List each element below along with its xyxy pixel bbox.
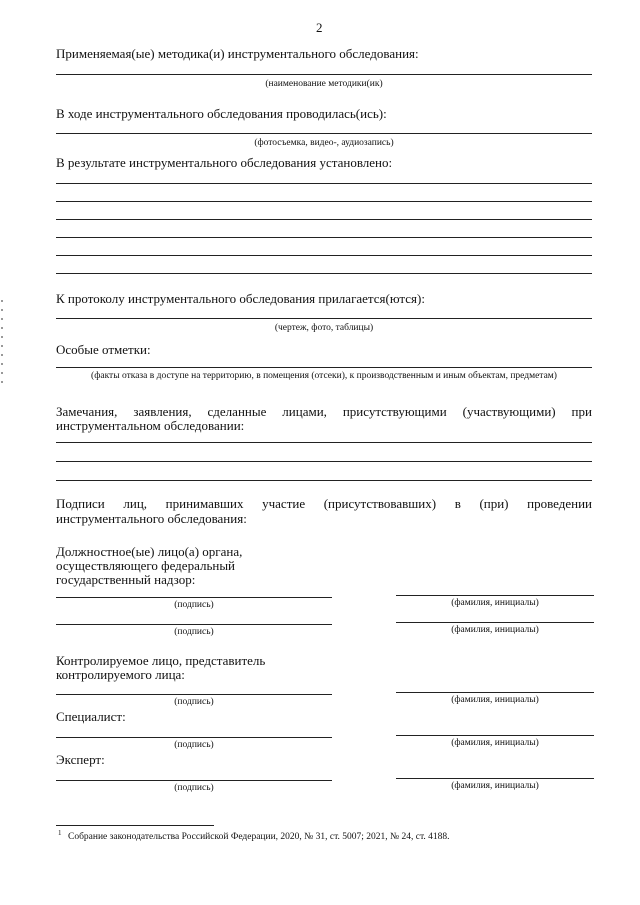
signatures-line-1	[56, 496, 592, 511]
footnote-text: Собрание законодательства Российской Федерации, 2020, № 31, ст. 5007; 2021, № 24, ст. 4188.	[68, 832, 450, 842]
expert-signature-line	[56, 780, 332, 781]
specialist-signature-caption: (подпись)	[174, 740, 214, 750]
result-line-4	[56, 237, 592, 238]
attachments-fill-line	[56, 318, 592, 319]
footnote-mark: 1	[58, 829, 62, 837]
signatures-word: участие	[262, 496, 306, 511]
official-line-3: государственный надзор:	[56, 572, 196, 587]
methods-label: Применяемая(ые) методика(и) инструментального обследования:	[56, 46, 419, 61]
remarks-word: заявления,	[133, 404, 192, 419]
remarks-fill-line-3	[56, 480, 592, 481]
result-line-5	[56, 255, 592, 256]
specialist-name-caption: (фамилия, инициалы)	[451, 738, 539, 748]
result-line-1	[56, 183, 592, 184]
special-fill-line	[56, 367, 592, 368]
controlled-line-1: Контролируемое лицо, представитель	[56, 653, 266, 668]
controlled-name-caption: (фамилия, инициалы)	[451, 695, 539, 705]
methods-fill-line	[56, 74, 592, 75]
special-caption: (факты отказа в доступе на территорию, в помещения (отсеки), к производственным и иным объектам, предметам)	[91, 371, 557, 381]
official-signature-caption-2: (подпись)	[174, 627, 214, 637]
controlled-name-line	[396, 692, 594, 693]
attachments-label: К протоколу инструментального обследования прилагается(ются):	[56, 291, 425, 306]
official-name-line-2	[396, 622, 594, 623]
controlled-signature-caption: (подпись)	[174, 697, 214, 707]
signatures-word: лиц,	[123, 496, 148, 511]
official-signature-line-2	[56, 624, 332, 625]
specialist-label: Специалист:	[56, 709, 126, 724]
signatures-line-2: инструментального обследования:	[56, 511, 247, 526]
footnote-separator	[56, 825, 214, 826]
remarks-word: Замечания,	[56, 404, 118, 419]
remarks-line-2: инструментальном обследовании:	[56, 418, 245, 433]
result-line-3	[56, 219, 592, 220]
remarks-word: (участвующими)	[462, 404, 556, 419]
remarks-word: сделанные	[207, 404, 267, 419]
specialist-signature-line	[56, 737, 332, 738]
remarks-word: при	[571, 404, 592, 419]
remarks-word: присутствующими	[342, 404, 447, 419]
page-number: 2	[316, 20, 323, 35]
controlled-line-2: контролируемого лица:	[56, 667, 185, 682]
special-label: Особые отметки:	[56, 342, 151, 357]
signatures-word: принимавших	[165, 496, 244, 511]
binding-margin-marks	[1, 300, 3, 390]
remarks-word: лицами,	[282, 404, 327, 419]
result-label: В результате инструментального обследования установлено:	[56, 155, 393, 170]
attachments-caption: (чертеж, фото, таблицы)	[274, 323, 374, 333]
controlled-signature-line	[56, 694, 332, 695]
signatures-word: (при)	[479, 496, 509, 511]
specialist-name-line	[396, 735, 594, 736]
official-line-1: Должностное(ые) лицо(а) органа,	[56, 544, 243, 559]
result-line-6	[56, 273, 592, 274]
recording-label: В ходе инструментального обследования проводилась(ись):	[56, 106, 387, 121]
official-line-2: осуществляющего федеральный	[56, 558, 236, 573]
expert-name-caption: (фамилия, инициалы)	[451, 781, 539, 791]
official-signature-line-1	[56, 597, 332, 598]
methods-caption: (наименование методики(ик)	[265, 79, 383, 89]
expert-name-line	[396, 778, 594, 779]
remarks-fill-line-1	[56, 442, 592, 443]
recording-caption: (фотосъемка, видео-, аудиозапись)	[254, 138, 394, 148]
official-name-line-1	[396, 595, 594, 596]
signatures-word: (присутствовавших)	[323, 496, 437, 511]
signatures-word: в	[454, 496, 461, 511]
official-signature-caption-1: (подпись)	[174, 600, 214, 610]
official-name-caption-1: (фамилия, инициалы)	[451, 598, 539, 608]
official-name-caption-2: (фамилия, инициалы)	[451, 625, 539, 635]
signatures-word: Подписи	[56, 496, 105, 511]
signatures-word: проведении	[527, 496, 592, 511]
result-line-2	[56, 201, 592, 202]
expert-signature-caption: (подпись)	[174, 783, 214, 793]
expert-label: Эксперт:	[56, 752, 105, 767]
recording-fill-line	[56, 133, 592, 134]
remarks-line-1	[56, 404, 592, 419]
remarks-fill-line-2	[56, 461, 592, 462]
